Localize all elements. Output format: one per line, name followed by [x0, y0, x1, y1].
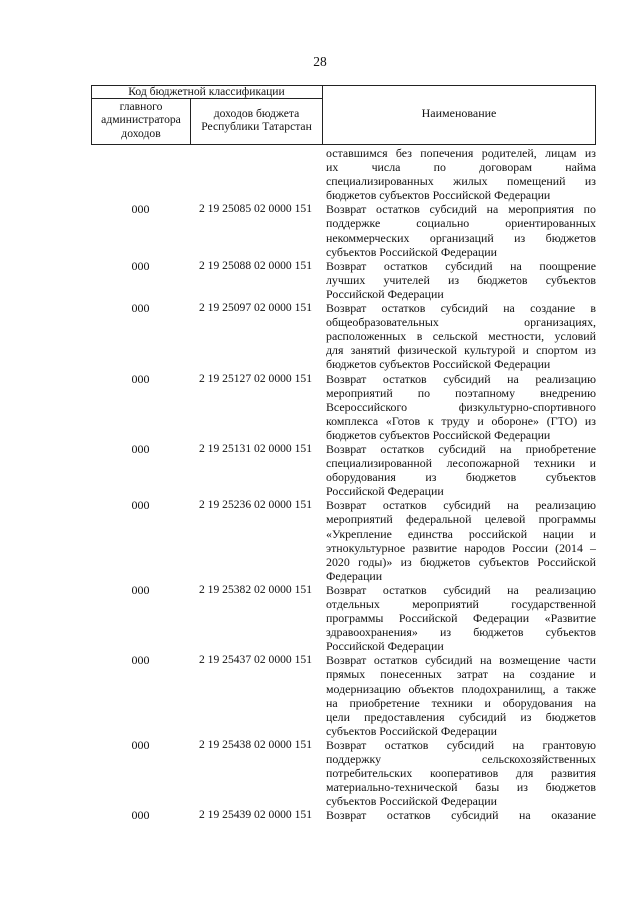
- name-cell: [326, 372, 596, 442]
- name-line: Возврат остатков субсидий на поощрение: [326, 258, 596, 273]
- table-header: [91, 85, 596, 145]
- admin-code-cell: 000: [131, 498, 150, 513]
- name-line: Возврат остатков субсидий на приобретение: [326, 441, 596, 456]
- name-line: лучших учителей из бюджетов субъектов: [326, 272, 596, 287]
- admin-code-cell: 000: [131, 441, 150, 456]
- name-line: поддержке социально ориентированных: [326, 216, 596, 231]
- name-line: Российской Федерации: [326, 639, 444, 654]
- name-line: этнокультурное развитие народов России (2014 –: [326, 540, 596, 555]
- name-cell: [326, 301, 596, 371]
- name-line: оставшимся без попечения родителей, лицам из: [326, 146, 596, 160]
- revenue-code-cell: 2 19 25131 02 0000 151: [198, 441, 313, 455]
- name-line: потребительских кооперативов для развития: [326, 766, 596, 781]
- name-line: специализированных жилых помещений из: [326, 174, 596, 189]
- revenue-code-cell: 2 19 25088 02 0000 151: [198, 258, 313, 272]
- name-cell: [326, 146, 596, 202]
- name-line: поддержку сельскохозяйственных: [326, 752, 596, 767]
- name-line: модернизацию объектов плодохранилищ, а также: [326, 681, 596, 696]
- name-line: для занятий физической культурой и спортом из: [326, 343, 596, 358]
- name-line: Возврат остатков субсидий на мероприятия по: [326, 202, 596, 217]
- header-right-border: [595, 85, 596, 145]
- revenue-code-cell: 2 19 25437 02 0000 151: [198, 653, 313, 667]
- name-cell: [326, 738, 596, 808]
- revenue-code-cell: 2 19 25097 02 0000 151: [198, 301, 313, 315]
- name-line: бюджетов субъектов Российской Федерации: [326, 427, 551, 442]
- table-row-continuation: [91, 146, 596, 202]
- name-cell: [326, 498, 596, 583]
- name-line: их числа по договорам найма: [326, 160, 596, 175]
- table-row: [91, 583, 596, 653]
- page-number: 28: [313, 54, 327, 69]
- name-line: расположенных в сельской местности, условий: [326, 329, 596, 344]
- name-cell: [326, 202, 596, 258]
- name-line: программы Российской Федерации «Развитие: [326, 611, 596, 626]
- name-line: субъектов Российской Федерации: [326, 723, 498, 738]
- admin-code-cell: 000: [131, 371, 150, 386]
- name-line: бюджетов субъектов Российской Федерации: [326, 357, 551, 372]
- name-line: Российской Федерации: [326, 286, 444, 301]
- name-line: цели предоставления субсидий из бюджетов: [326, 709, 596, 724]
- revenue-code-cell: 2 19 25236 02 0000 151: [198, 498, 313, 512]
- revenue-code-cell: 2 19 25085 02 0000 151: [198, 202, 313, 216]
- name-line: комплекса «Готов к труду и обороне» (ГТО) из: [326, 413, 596, 428]
- name-line: субъектов Российской Федерации: [326, 794, 498, 809]
- table-row: [91, 738, 596, 808]
- table-row: [91, 259, 596, 301]
- name-line: бюджетов субъектов Российской Федерации: [326, 188, 551, 203]
- name-line: Возврат остатков субсидий на реализацию: [326, 371, 596, 386]
- header-group-label: Код бюджетной классификации: [128, 85, 285, 98]
- revenue-code-cell: 2 19 25439 02 0000 151: [198, 808, 313, 822]
- admin-code-cell: 000: [131, 737, 150, 752]
- name-cell: [326, 808, 596, 822]
- name-line: Федерации: [326, 568, 383, 583]
- revenue-code-cell: [190, 146, 321, 202]
- table-row: [91, 808, 596, 822]
- name-line: прямых понесенных затрат на создание и: [326, 667, 596, 682]
- name-line: Возврат остатков субсидий на создание в: [326, 301, 596, 316]
- table-row: [91, 498, 596, 583]
- name-line: материально-технической базы из бюджетов: [326, 780, 596, 795]
- name-line: некоммерческих организаций из бюджетов: [326, 230, 596, 245]
- admin-code-cell: 000: [131, 202, 150, 217]
- name-cell: [326, 442, 596, 498]
- name-cell: [326, 653, 596, 738]
- table-row: [91, 442, 596, 498]
- name-line: мероприятий по поэтапному внедрению: [326, 385, 596, 400]
- admin-code-cell: [91, 146, 190, 202]
- name-line: специализированной лесопожарной техники и: [326, 456, 596, 471]
- name-line: здравоохранения» из бюджетов субъектов: [326, 625, 596, 640]
- admin-code-cell: 000: [131, 301, 150, 316]
- header-col-divider-1: [190, 98, 191, 145]
- name-line: общеобразовательных организациях,: [326, 315, 596, 330]
- name-line: оборудования из бюджетов субъектов: [326, 470, 596, 485]
- name-line: отдельных мероприятий государственной: [326, 597, 596, 611]
- admin-code-cell: 000: [131, 258, 150, 273]
- name-line: Всероссийского физкультурно-спортивного: [326, 399, 596, 414]
- revenue-code-cell: 2 19 25438 02 0000 151: [198, 737, 313, 751]
- name-line: на приобретение техники и оборудования на: [326, 695, 596, 710]
- header-col-name: Наименование: [421, 106, 497, 120]
- name-line: Возврат остатков субсидий на реализацию: [326, 582, 596, 597]
- table-body: [91, 146, 596, 823]
- name-cell: [326, 259, 596, 301]
- table-row: [91, 653, 596, 738]
- table-row: [91, 202, 596, 258]
- revenue-code-cell: 2 19 25127 02 0000 151: [198, 371, 313, 385]
- header-bottom-border: [91, 144, 596, 145]
- name-line: «Укрепление единства российской нации и: [326, 526, 596, 541]
- name-line: Возврат остатков субсидий на реализацию: [326, 498, 596, 513]
- admin-code-cell: 000: [131, 653, 150, 668]
- name-line: Возврат остатков субсидий на возмещение части: [326, 653, 596, 668]
- header-col-admin: главного администратора доходов: [101, 100, 181, 140]
- admin-code-cell: 000: [131, 808, 150, 823]
- table-row: [91, 301, 596, 371]
- name-line: 2020 годы)» из бюджетов субъектов Российской: [326, 554, 596, 569]
- header-col-code: доходов бюджета Республики Татарстан: [201, 107, 312, 134]
- revenue-code-cell: 2 19 25382 02 0000 151: [198, 582, 313, 596]
- name-line: Возврат остатков субсидий на грантовую: [326, 737, 596, 752]
- name-cell: [326, 583, 596, 653]
- admin-code-cell: 000: [131, 582, 150, 597]
- name-line: мероприятий федеральной целевой программы: [326, 512, 596, 527]
- name-line: Возврат остатков субсидий на оказание: [326, 808, 596, 823]
- table-row: [91, 372, 596, 442]
- name-line: Российской Федерации: [326, 484, 444, 499]
- name-line: субъектов Российской Федерации: [326, 244, 498, 259]
